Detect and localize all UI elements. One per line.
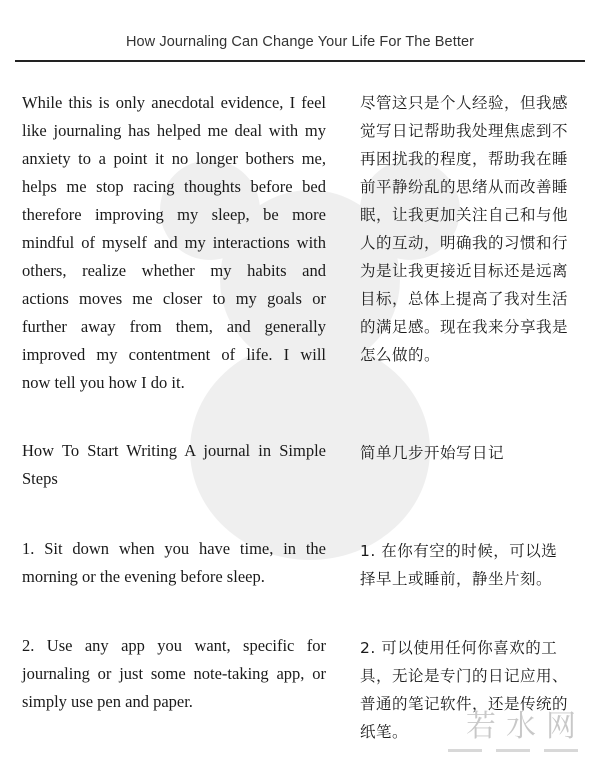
section-heading-english [22,437,326,493]
text-line: 怎么做的。 [360,346,441,364]
text-line: 人的互动，明确我的习惯和行 [360,234,569,252]
text-line: 的满足感。现在我来分享我是 [360,318,569,336]
section-heading-chinese [360,439,578,467]
text-line: others, realize whether my habits and [22,261,326,280]
text-line: 尽管这只是个人经验，但我感 [360,94,569,112]
text-line: mindful of myself and my interactions with [22,233,326,252]
text-line: 眠，让我更加关注自己和与他 [360,206,569,224]
step-2-english [22,632,326,716]
text-line: further away from them, and generally [22,317,326,336]
text-line: journaling or just some note-taking app, or [22,664,326,683]
text-line: 择早上或睡前，静坐片刻。 [360,570,553,588]
text-line: anxiety to a point it no longer bothers me, [22,149,326,168]
text-line: actions moves me closer to my goals or [22,289,326,308]
text-line: therefore improving my sleep, be more [22,205,326,224]
step-1-english [22,535,326,591]
text-line: How To Start Writing A journal in Simple [22,441,326,460]
text-line: 前平静纷乱的思绪从而改善睡 [360,178,569,196]
text-line: 为是让我更接近目标还是远离 [360,262,569,280]
watermark-underline [448,749,578,755]
text-line: 普通的笔记软件，还是传统的 [360,695,569,713]
text-line: While this is only anecdotal evidence, I feel [22,93,326,112]
text-line: like journaling has helped me deal with my [22,121,326,140]
step-1-chinese [360,537,578,593]
text-line: 纸笔。 [360,723,409,741]
text-line: 再困扰我的程度，帮助我在睡 [360,150,569,168]
page-title: How Journaling Can Change Your Life For The Better [125,34,475,50]
text-line: 2. 可以使用任何你喜欢的工 [360,639,558,657]
paragraph-1-chinese [360,89,578,369]
page-header [15,0,585,62]
text-line: 2. Use any app you want, specific for [22,636,326,655]
text-line: 目标，总体上提高了我对生活 [360,290,569,308]
text-line: now tell you how I do it. [22,373,185,392]
text-line: simply use pen and paper. [22,692,193,711]
text-line: helps me stop racing thoughts before bed [22,177,326,196]
text-line: 1. 在你有空的时候，可以选 [360,542,558,560]
watermark-logo: 若水网 [466,709,586,744]
text-line: 具，无论是专门的日记应用、 [360,667,569,685]
paragraph-1-english [22,89,326,397]
text-line: 1. Sit down when you have time, in the [22,539,326,558]
text-line: 觉写日记帮助我处理焦虑到不 [360,122,569,140]
text-line: morning or the evening before sleep. [22,567,265,586]
text-line: 简单几步开始写日记 [360,444,505,462]
text-line: Steps [22,469,58,488]
text-line: improved my contentment of life. I will [22,345,326,364]
